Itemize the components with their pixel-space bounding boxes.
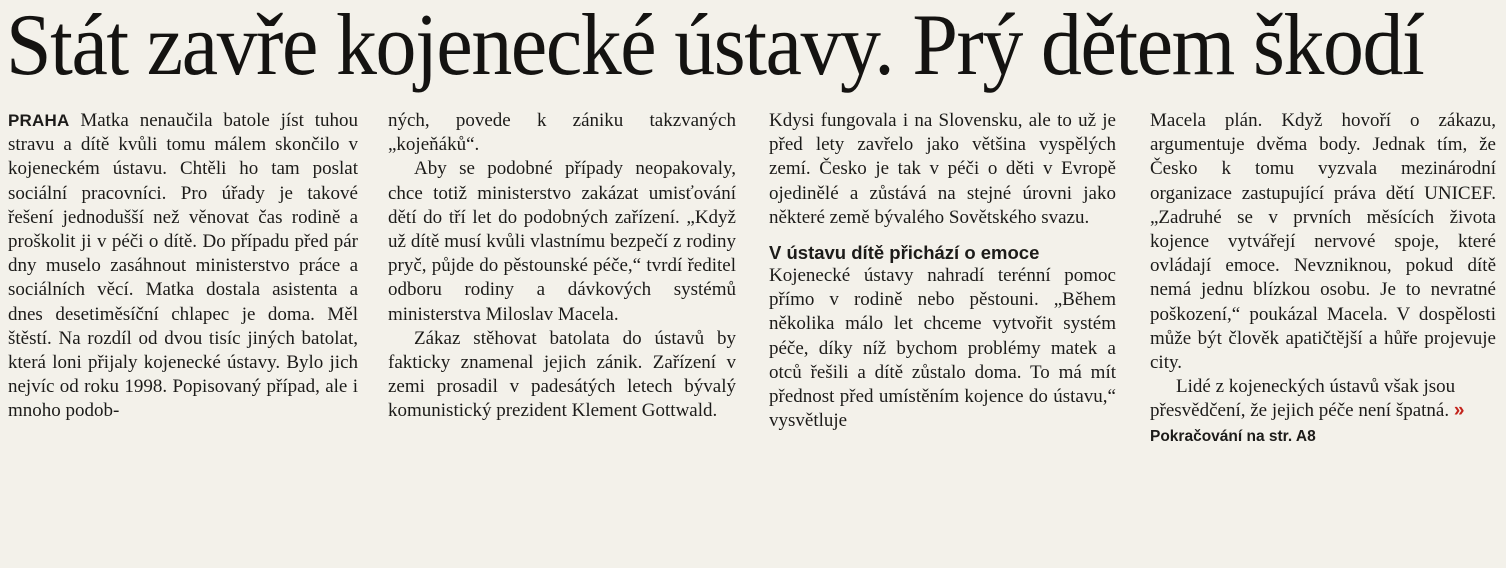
article-paragraph: Kojenecké ústavy nahradí terénní pomoc přímo v rodině nebo pěstouni. „Během několika málo let chceme vytvořit systém péče, díky níž bychom problémy matek a otců řešili a dítě zůstalo doma. To má mít přednost před umístěním kojence do ústavu,“ vysvětluje [769,265,1116,432]
dateline: PRAHA [8,111,70,130]
article-paragraph [1150,375,1496,449]
article-headline: Stát zavře kojenecké ústavy. Prý dětem škodí [6,0,1424,94]
article-column-1 [8,109,358,424]
article-paragraph [8,109,358,424]
continuation-link[interactable]: Pokračování na str. A8 [1150,427,1316,445]
continuation-arrow-icon: » [1453,400,1465,422]
article-column-4 [1150,109,1496,449]
article-subhead: V ústavu dítě přichází o emoce [769,242,1040,264]
paragraph-text: Matka nenaučila batole jíst tuhou stravu a dítě kvůli tomu málem skončilo v kojeneckém ústavu. Chtěli ho tam poslat sociální pracovníci. Pro úřady je takové řešení jednodušší než věnovat čas rodině a proškolit ji v péči o dítě. Do případu před pár dny muselo zasáhnout ministerstvo práce a sociálních věcí. Matka dostala asistenta a dnes desetiměsíční chlapec je doma. Měl štěstí. Na rozdíl od dvou tisíc jiných batolat, která loni přijaly kojenecké ústavy. Bylo jich nejvíc od roku 1998. Popisovaný případ, ale i mnoho podob- [8,110,358,422]
article-paragraph: Zákaz stěhovat batolata do ústavů by fakticky znamenal jejich zánik. Zařízení v zemi prosadil v padesátých letech bývalý komunistický prezident Klement Gottwald. [388,327,736,422]
article-paragraph: Aby se podobné případy neopakovaly, chce totiž ministerstvo zakázat umisťování dětí do tří let do podobných zařízení. „Když už dítě musí kvůli vlastnímu bezpečí z rodiny pryč, půjde do pěstounské péče,“ tvrdí ředitel odboru rodiny a dávkových systémů ministerstva Miloslav Macela. [388,158,736,325]
article-paragraph: Macela plán. Když hovoří o zákazu, argumentuje dvěma body. Jednak tím, že Česko k tomu vyzvala mezinárodní organizace zastupující práva dětí UNICEF. „Zadruhé se v prvních měsících života kojence vytvářejí nervové spoje, které ovládají emoce. Nevzniknou, pokud dítě nemá jednu blízkou osobu. Je to nevratné poškození,“ poukázal Macela. V dospělosti může být člověk apatičtější a hůře projevuje city. [1150,110,1496,374]
article-column-3 [769,109,1116,433]
article-paragraph: Kdysi fungovala i na Slovensku, ale to už je před lety zavřelo jako většina vyspělých zemí. Česko je tak v péči o děti v Evropě ojedinělé a zůstává na stejné úrovni jako některé země bývalého Sovětského svazu. [769,110,1116,228]
paragraph-text: Lidé z kojeneckých ústavů však jsou přesvědčení, že jejich péče není špatná. [1150,376,1456,422]
article-column-2 [388,109,736,424]
article-paragraph: ných, povede k zániku takzvaných „kojeňáků“. [388,110,736,156]
